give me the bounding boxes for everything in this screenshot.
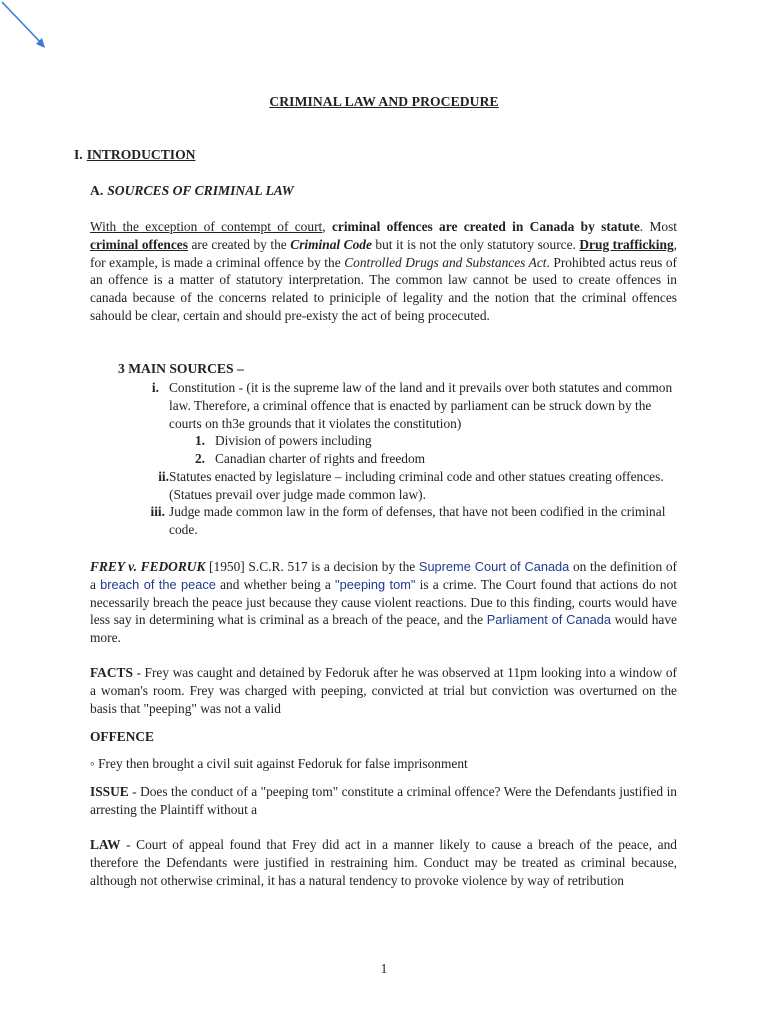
- section-title: INTRODUCTION: [86, 147, 196, 162]
- law-text: - Court of appeal found that Frey did act in a manner likely to cause a breach of the peace, and therefore the Defendants were justified in restraining him. Conduct may be treated as criminal because, although not otherwise criminal, it has a natural tendency to provoke violence by way of retribution: [90, 837, 677, 888]
- list-text: Statutes enacted by legislature – including criminal code and other statues creating offences. (Statues prevail over judge made common law).: [169, 469, 664, 502]
- facts-text: - Frey was caught and detained by Fedoruk after he was observed at 11pm looking into a window of a woman's room. Frey was charged with peeping, convicted at trial but conviction was overturned on the basis that "peeping" was not a valid: [90, 665, 677, 716]
- text-span: Drug trafficking: [579, 236, 674, 252]
- list-number: ii.: [158, 469, 169, 484]
- text-span: With the exception of contempt of court: [90, 219, 323, 234]
- page-number: 1: [380, 961, 388, 976]
- list-text: Constitution - (it is the supreme law of the land and it prevails over both statutes and common law. Therefore, a criminal offence that is enacted by parliament can be struck down by the courts on th3e grounds that it violates the constitution): [169, 380, 673, 431]
- text-span: [1950] S.C.R. 517 is a decision by the: [205, 559, 419, 574]
- text-span: ,: [322, 219, 332, 234]
- corner-arrow-icon: [0, 0, 60, 60]
- case-name: FREY v. FEDORUK: [90, 559, 206, 574]
- section-numeral: I.: [74, 147, 83, 162]
- link-parliament[interactable]: Parliament of Canada: [486, 612, 612, 628]
- law-paragraph: [90, 836, 677, 889]
- offence-heading: OFFENCE: [90, 729, 154, 744]
- list-item: [150, 503, 677, 539]
- document-title: CRIMINAL LAW AND PROCEDURE: [269, 94, 499, 109]
- issue-text: - Does the conduct of a "peeping tom" constitute a criminal offence? Were the Defendants justified in arresting the Plaintiff without a: [90, 784, 677, 817]
- section-heading-introduction: [74, 146, 195, 164]
- link-peeping-tom[interactable]: "peeping tom": [335, 576, 416, 592]
- sub-list-item: [194, 450, 675, 468]
- list-text: Division of powers including: [215, 433, 372, 448]
- subsection-heading-sources: [90, 182, 294, 200]
- text-span: criminal offences: [90, 236, 188, 252]
- list-text: Canadian charter of rights and freedom: [215, 451, 426, 466]
- subsection-letter: A.: [90, 183, 104, 198]
- facts-paragraph: [90, 664, 677, 717]
- law-label: LAW: [90, 837, 121, 852]
- text-span: would have more.: [90, 612, 678, 646]
- list-number: 1.: [194, 433, 205, 448]
- list-number: 2.: [194, 451, 205, 466]
- text-span: but it is not the only statutory source.: [371, 236, 580, 252]
- link-supreme-court[interactable]: Supreme Court of Canada: [418, 559, 570, 574]
- civil-suit-line: ◦ Frey then brought a civil suit against Fedoruk for false imprisonment: [90, 756, 468, 771]
- text-span: , for example, is made a criminal offence by the: [90, 236, 678, 270]
- text-span: . Most: [639, 219, 678, 234]
- list-number: i.: [151, 380, 159, 395]
- list-number: iii.: [150, 504, 165, 519]
- text-span: on the definition of a: [90, 559, 677, 592]
- intro-paragraph: [90, 218, 677, 325]
- sub-list-item: [194, 432, 675, 450]
- text-span: are created by the: [187, 236, 291, 252]
- text-span: . Prohibted actus reus of an offence is a matter of statutory interpretation. The common law cannot be used to create offences in canada because of the concerns related to priniciple of legality and the notion that the criminal offences sahould be clear, certain and should pre-existy the act of being procecuted.: [90, 254, 677, 323]
- text-span: is a crime. The Court found that actions do not necessarily breach the peace just because they cause violent reactions. Due to this finding, courts would have less say in determining what is criminal as a breach of the peace, and the: [90, 576, 677, 628]
- frey-paragraph: [90, 558, 677, 647]
- list-item: [158, 468, 677, 504]
- subsection-title: SOURCES OF CRIMINAL LAW: [107, 183, 294, 198]
- list-text: Judge made common law in the form of defenses, that have not been codified in the criminal code.: [169, 504, 666, 537]
- list-item: [151, 379, 677, 432]
- main-sources-heading: 3 MAIN SOURCES –: [118, 361, 244, 376]
- text-span: and whether being a: [215, 576, 336, 592]
- text-span: criminal offences are created in Canada by statute: [331, 219, 640, 234]
- issue-label: ISSUE: [90, 784, 129, 799]
- link-breach-of-peace[interactable]: breach of the peace: [100, 576, 216, 592]
- text-span: Controlled Drugs and Substances Act: [344, 254, 547, 270]
- text-span: Criminal Code: [290, 236, 372, 252]
- issue-paragraph: [90, 783, 677, 819]
- facts-label: FACTS: [90, 665, 133, 680]
